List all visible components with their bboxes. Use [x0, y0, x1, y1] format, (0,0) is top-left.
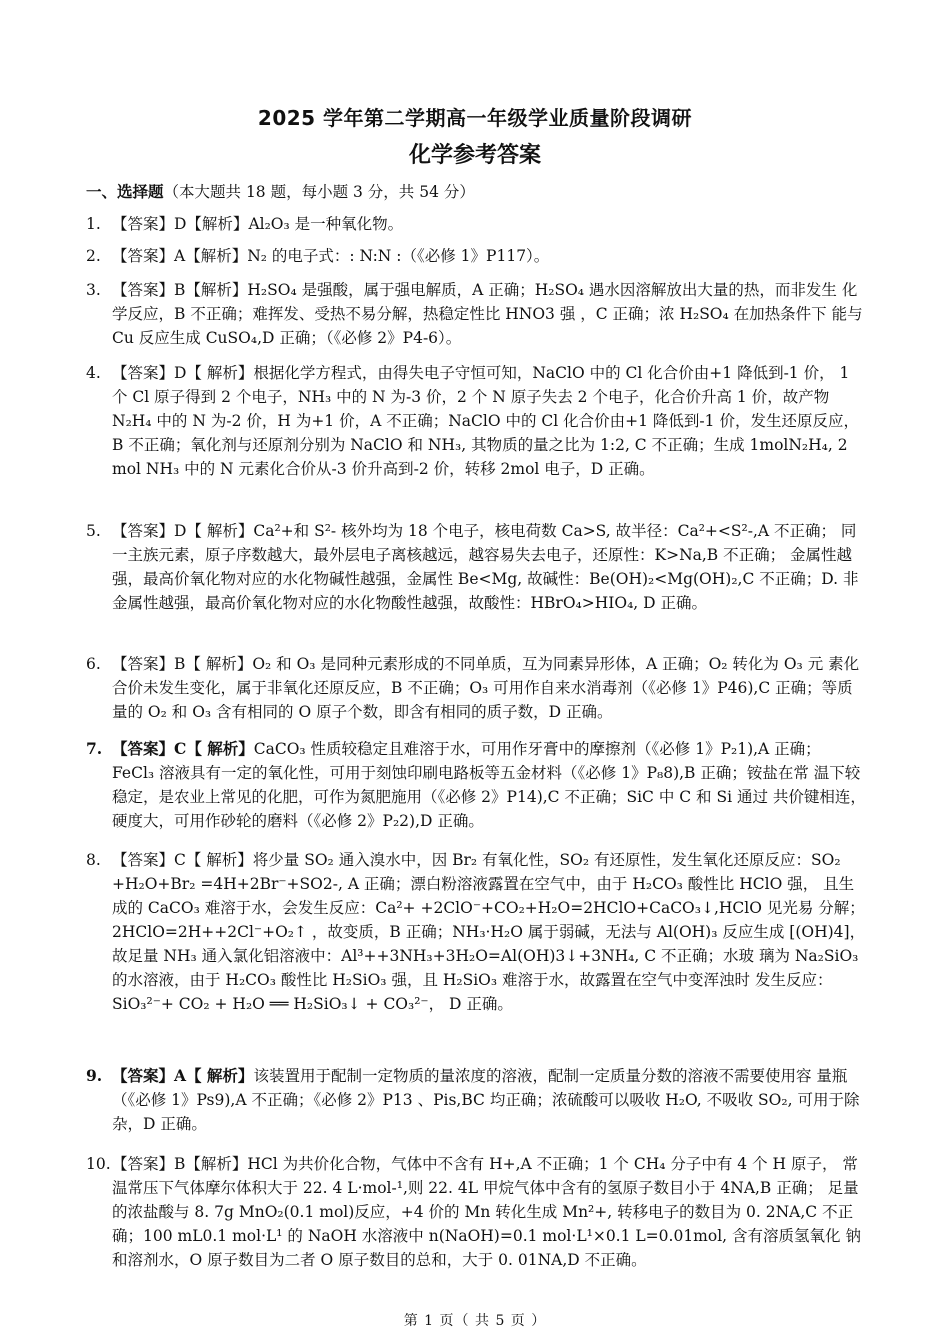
section-note: （本大题共 18 题，每小题 3 分，共 54 分） — [163, 183, 475, 201]
answer-text: Ca²+和 S²- 核外均为 18 个电子，核电荷数 Ca>S, 故半径：Ca²+<S²-,A 不正确； 同一主族元素，原子序数越大，最外层电子离核越远，越容易失去电子，还原性：K>Na,B 不正确； 金属性越强，最高价氧化物对应的水化物碱性越强，金属性 Be<Mg, 故碱性：Be(OH)₂<Mg(OH)₂,C 不正确；D. 非金属性越强，最高价氧化物对应的水化物酸性越强，故酸性：HBrO₄>HIO₄, D 正确。 — [112, 522, 859, 612]
question-number: 6. — [86, 655, 101, 673]
question-number: 5. — [86, 522, 101, 540]
question-number: 8. — [86, 851, 101, 869]
answer-text: O₂ 和 O₃ 是同种元素形成的不同单质，互为同素异形体，A 正确；O₂ 转化为 O₃ 元 素化合价未发生变化，属于非氧化还原反应，B 不正确；O₃ 可用作自来水消毒剂（《必修 1》P46),C 正确；等质量的 O₂ 和 O₃ 含有相同的 O 原子个数，即含有相同的质子数，D 正确。 — [112, 655, 860, 721]
question-item — [86, 519, 866, 615]
question-item — [86, 1152, 866, 1272]
section-label: 一、选择题 — [86, 183, 164, 201]
question-item — [86, 1064, 866, 1136]
answer-head: 【答案】B【 解析】 — [112, 655, 253, 673]
question-item — [86, 244, 866, 268]
question-number: 2. — [86, 247, 101, 265]
answer-text: 根据化学方程式，由得失电子守恒可知，NaClO 中的 Cl 化合价由+1 降低到-1 价， 1 个 Cl 原子得到 2 个电子，NH₃ 中的 N 为-3 价，2 个 N 原子失去 2 个电子，化合价升高 1 价，故产物 N₂H₄ 中的 N 为-2 价，H 为+1 价，A 不正确；NaClO 中的 Cl 化合价由+1 降低到-1 价，发生还原反应， B 不正确；氧化剂与还原剂分别为 NaClO 和 NH₃, 其物质的量之比为 1:2, C 不正确；生成 1molN₂H₄, 2 mol NH₃ 中的 N 元素化合价从-3 价升高到-2 价，转移 2mol 电子，D 正确。 — [112, 364, 859, 478]
answer-head: 【答案】A【解析】 — [112, 247, 248, 265]
section-heading — [86, 180, 866, 202]
answer-text: HCl 为共价化合物，气体中不含有 H+,A 不正确；1 个 CH₄ 分子中有 4 个 H 原子， 常温常压下气体摩尔体积大于 22. 4 L·mol-¹,则 22. 4L 甲烷气体中含有的氢原子数目小于 4NA,B 正确； 足量的浓盐酸与 8. 7g MnO₂(0.1 mol)反应，+4 价的 Mn 转化生成 Mn²+, 转移电子的数目为 0. 2NA,C 不正确；100 mL0.1 mol·L¹ 的 NaOH 水溶液中 n(NaOH)=0.1 mol·L¹×0.1 L=0.01mol, 含有溶质氢氧化 钠和溶剂水，O 原子数目为二者 O 原子数目的总和，大于 0. 01NA,D 不正确。 — [112, 1155, 861, 1269]
document-subtitle: 化学参考答案 — [408, 143, 541, 168]
question-number: 4. — [86, 364, 101, 382]
answer-head: 【答案】D【 解析】 — [112, 364, 254, 382]
question-number: 3. — [86, 281, 101, 299]
question-item — [86, 212, 866, 236]
question-item — [86, 652, 866, 724]
answer-head: 【答案】A【 解析】 — [112, 1066, 254, 1085]
page-footer: 第 1 页（ 共 5 页 ） — [403, 1313, 547, 1329]
answer-head: 【答案】C【 解析】 — [112, 851, 253, 869]
question-number: 7. — [86, 739, 103, 758]
answer-text: 该装置用于配制一定物质的量浓度的溶液，配制一定质量分数的溶液不需要使用容 量瓶（《必修 1》Ps9),A 不正确；《必修 2》P13 、Pis,BC 均正确；浓硫酸可以吸收 H₂O, 不吸收 SO₂, 可用于除杂，D 正确。 — [112, 1067, 860, 1133]
question-item — [86, 737, 866, 833]
question-item — [86, 848, 866, 1016]
answer-head: 【答案】B【解析】 — [112, 1155, 248, 1173]
question-number: 9. — [86, 1066, 103, 1085]
answer-text: 将少量 SO₂ 通入溴水中，因 Br₂ 有氧化性，SO₂ 有还原性，发生氧化还原反应：SO₂ +H₂O+Br₂ =4H+2Br⁻+SO2-, A 正确；漂白粉溶液露置在空气中，由于 H₂CO₃ 酸性比 HClO 强， 且生成的 CaCO₃ 难溶于水，会发生反应：Ca²+ +2ClO⁻+CO₂+H₂O=2HClO+CaCO₃↓,HClO 见光易 分解；2HClO=2H++2Cl⁻+O₂↑ ，故变质，B 正确；NH₃·H₂O 属于弱碱，无法与 Al(OH)₃ 反应生成 [(OH)4]，故足量 NH₃ 通入氯化铝溶液中：Al³++3NH₃+3H₂O=Al(OH)3↓+3NH₄, C 不正确；水玻 璃为 Na₂SiO₃ 的水溶液，由于 H₂CO₃ 酸性比 H₂SiO₃ 强，且 H₂SiO₃ 难溶于水，故露置在空气中变浑浊时 发生反应：SiO₃²⁻+ CO₂ + H₂O ══ H₂SiO₃↓ + CO₃²⁻， D 正确。 — [112, 851, 866, 1013]
question-item — [86, 361, 866, 481]
answer-head: 【答案】D【 解析】 — [112, 522, 254, 540]
answer-text: Al₂O₃ 是一种氧化物。 — [248, 215, 404, 233]
answer-text: CaCO₃ 性质较稳定且难溶于水，可用作牙膏中的摩擦剂（《必修 1》P₂1),A 正确； FeCl₃ 溶液具有一定的氧化性，可用于刻蚀印刷电路板等五金材料（《必修 1》P₈8),B 正确；铵盐在常 温下较稳定，是农业上常见的化肥，可作为氮肥施用（《必修 2》P14),C 不正确；SiC 中 C 和 Si 通过 共价键相连，硬度大，可用作砂轮的磨料（《必修 2》P₂2),D 正确。 — [112, 740, 866, 830]
question-number: 1. — [86, 215, 101, 233]
answer-text: N₂ 的电子式：: N:N :（《必修 1》P117）。 — [247, 247, 550, 265]
answer-head: 【答案】C【 解析】 — [112, 739, 254, 758]
answer-head: 【答案】B【解析】 — [112, 281, 248, 299]
answer-head: 【答案】D【解析】 — [112, 215, 249, 233]
question-number: 10. — [86, 1155, 111, 1173]
question-item — [86, 278, 866, 350]
answer-text: H₂SO₄ 是强酸，属于强电解质，A 正确；H₂SO₄ 遇水因溶解放出大量的热，而非发生 化学反应，B 不正确；难挥发、受热不易分解，热稳定性比 HNO3 强 ，C 正确；浓 H₂SO₄ 在加热条件下 能与 Cu 反应生成 CuSO₄,D 正确；（《必修 2》P4-6）。 — [112, 281, 863, 347]
document-title: 2025 学年第二学期高一年级学业质量阶段调研 — [257, 106, 693, 130]
